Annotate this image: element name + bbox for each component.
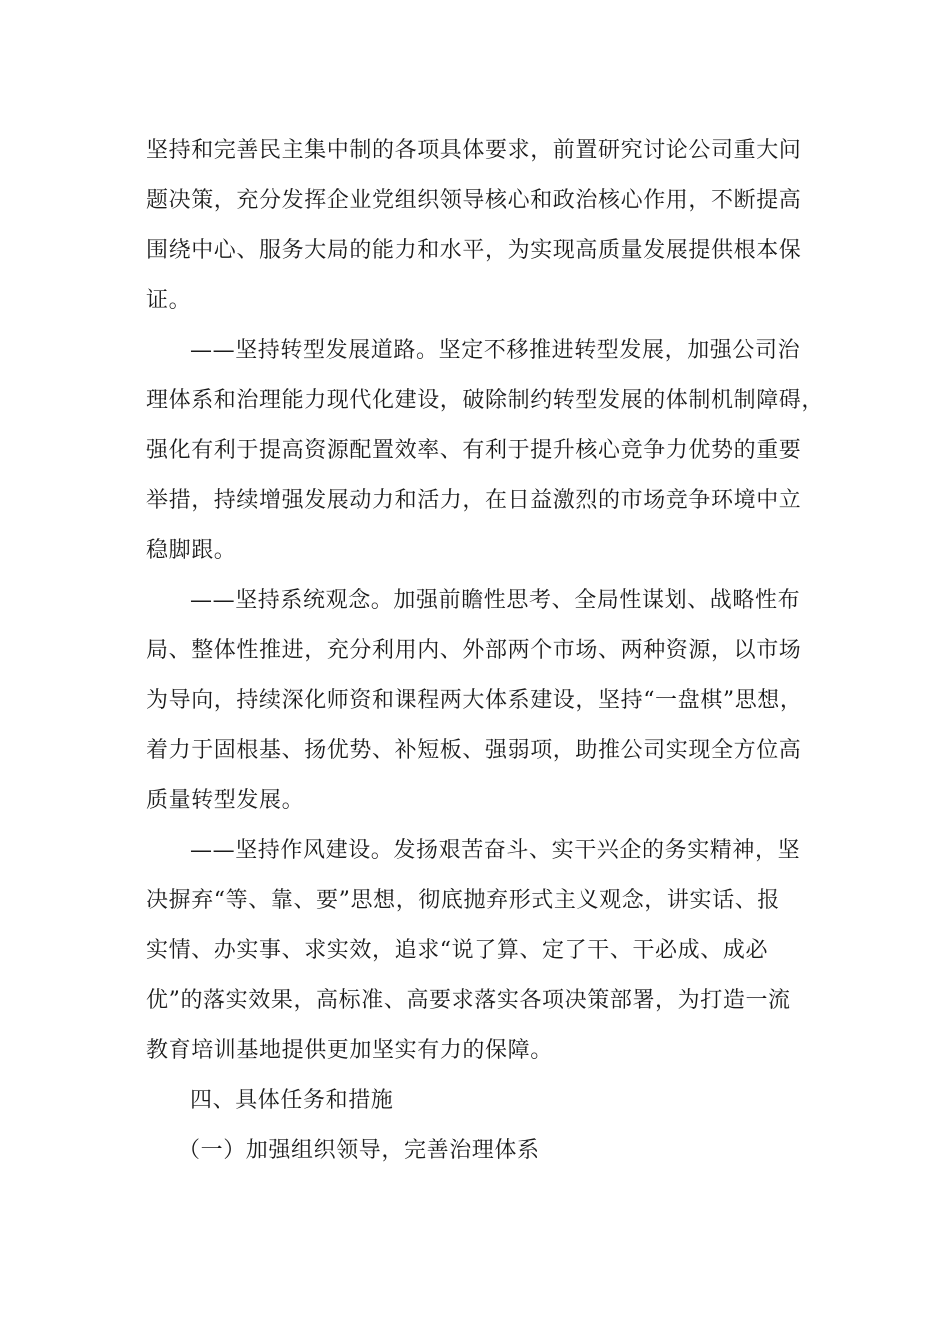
paragraph-4-line-5: 教育培训基地提供更加坚实有力的保障。 bbox=[146, 1038, 553, 1063]
section-heading: 四、具体任务和措施 bbox=[190, 1088, 394, 1113]
paragraph-1-line-1: 坚持和完善民主集中制的各项具体要求，前置研究讨论公司重大问 bbox=[146, 138, 802, 163]
paragraph-3-line-5: 质量转型发展。 bbox=[146, 788, 305, 813]
paragraph-1-line-2: 题决策，充分发挥企业党组织领导核心和政治核心作用，不断提高 bbox=[146, 188, 802, 213]
paragraph-2-line-5: 稳脚跟。 bbox=[146, 538, 237, 563]
paragraph-2-line-3: 强化有利于提高资源配置效率、有利于提升核心竞争力优势的重要 bbox=[146, 438, 802, 463]
subsection-heading: （一）加强组织领导，完善治理体系 bbox=[178, 1138, 540, 1163]
paragraph-3-line-2: 局、整体性推进，充分利用内、外部两个市场、两种资源，以市场 bbox=[146, 638, 802, 663]
paragraph-4-line-2: 决摒弃“等、靠、要”思想，彻底抛弃形式主义观念，讲实话、报 bbox=[146, 888, 780, 913]
paragraph-4-line-4: 优”的落实效果，高标准、高要求落实各项决策部署，为打造一流 bbox=[146, 988, 791, 1013]
paragraph-2-line-1: ——坚持转型发展道路。坚定不移推进转型发展，加强公司治 bbox=[190, 338, 801, 363]
paragraph-3-line-3: 为导向，持续深化师资和课程两大体系建设，坚持“一盘棋”思想， bbox=[146, 688, 803, 713]
paragraph-1-line-4: 证。 bbox=[146, 288, 192, 313]
paragraph-3-line-4: 着力于固根基、扬优势、补短板、强弱项，助推公司实现全方位高 bbox=[146, 738, 802, 763]
paragraph-1-line-3: 围绕中心、服务大局的能力和水平，为实现高质量发展提供根本保 bbox=[146, 238, 802, 263]
paragraph-4-line-3: 实情、办实事、求实效，追求“说了算、定了干、干必成、成必 bbox=[146, 938, 769, 963]
paragraph-2-line-2: 理体系和治理能力现代化建设，破除制约转型发展的体制机制障碍， bbox=[146, 388, 825, 413]
paragraph-2-line-4: 举措，持续增强发展动力和活力，在日益激烈的市场竞争环境中立 bbox=[146, 488, 802, 513]
paragraph-4-line-1: ——坚持作风建设。发扬艰苦奋斗、实干兴企的务实精神，坚 bbox=[190, 838, 801, 863]
paragraph-3-line-1: ——坚持系统观念。加强前瞻性思考、全局性谋划、战略性布 bbox=[190, 588, 801, 613]
